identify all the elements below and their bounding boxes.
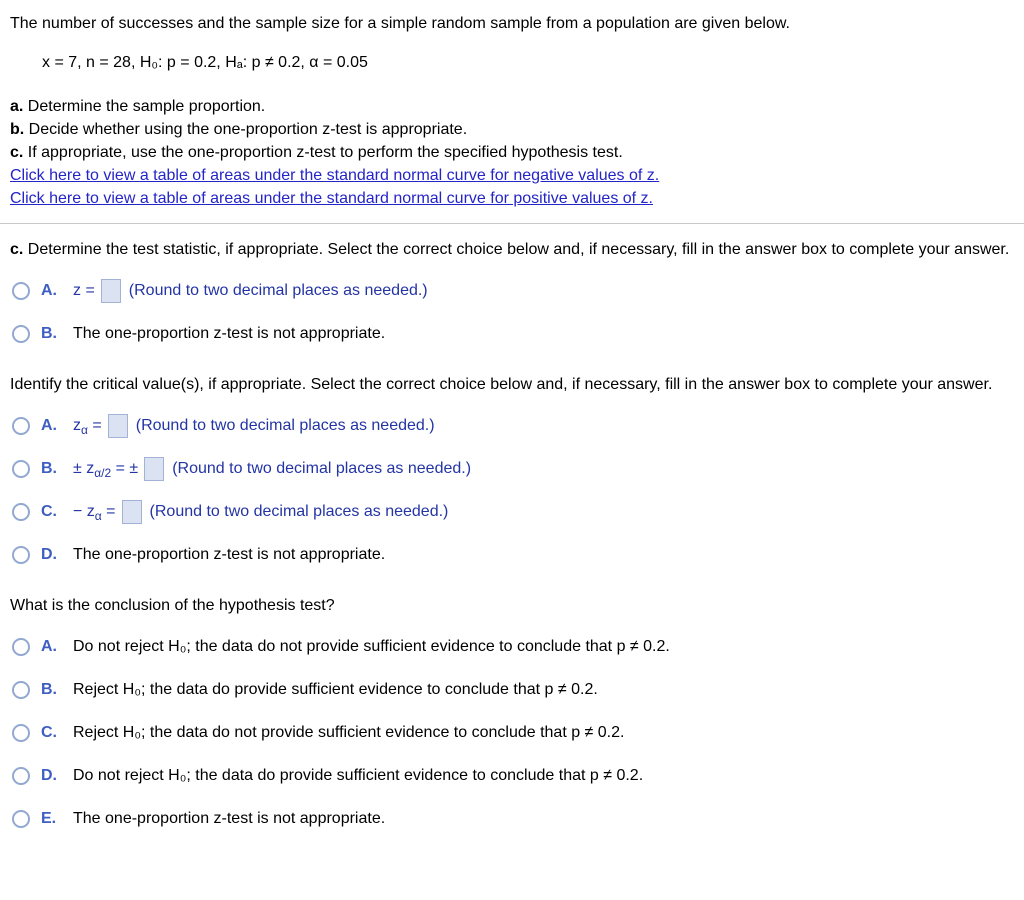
conclusion-prompt: What is the conclusion of the hypothesis test? [10, 597, 335, 614]
radio-conclusion-a[interactable] [12, 638, 30, 656]
expr-post: = [101, 503, 116, 520]
part-a [10, 95, 1014, 118]
answer-box-critical-b[interactable] [144, 457, 164, 481]
radio-conclusion-b[interactable] [12, 681, 30, 699]
critical-value-prompt: Identify the critical value(s), if appropriate. Select the correct choice below and, if necessary, fill in the answer box to complete your answer. [10, 376, 993, 393]
radio-conclusion-e[interactable] [12, 810, 30, 828]
expr-post: = ± [111, 460, 139, 477]
test-statistic-prompt [10, 238, 1014, 261]
radio-critical-a[interactable] [12, 417, 30, 435]
option-letter: A. [41, 638, 57, 655]
expr-post: = [87, 417, 102, 434]
part-b-label: b. [10, 121, 25, 138]
conclusion-option-d [10, 763, 1014, 789]
option-letter: A. [41, 417, 57, 434]
test-statistic-option-b [10, 321, 1014, 347]
expr-pre: ± z [73, 460, 95, 477]
round-note: (Round to two decimal places as needed.) [128, 282, 428, 299]
option-letter: D. [41, 546, 57, 563]
link-line-positive [10, 187, 1014, 210]
conclusion-option-c [10, 720, 1014, 746]
part-c [10, 141, 1014, 164]
part-b-text: Decide whether using the one-proportion z-test is appropriate. [28, 121, 468, 138]
conclusion-options [10, 634, 1014, 832]
option-text: The one-proportion z-test is not appropriate. [73, 810, 386, 827]
option-text: Do not reject H₀; the data do not provide sufficient evidence to conclude that p ≠ 0.2. [73, 638, 670, 655]
option-letter: B. [41, 325, 57, 342]
negative-z-table-link[interactable]: Click here to view a table of areas under the standard normal curve for negative values of z. [10, 167, 660, 184]
answer-box-critical-c[interactable] [122, 500, 142, 524]
option-letter: A. [41, 282, 57, 299]
part-c-label: c. [10, 144, 24, 161]
conclusion-option-a [10, 634, 1014, 660]
round-note: (Round to two decimal places as needed.) [149, 503, 449, 520]
problem-statement-block [0, 0, 1024, 210]
given-values: x = 7, n = 28, H₀: p = 0.2, Hₐ: p ≠ 0.2, α = 0.05 [42, 54, 368, 71]
critical-value-option-d [10, 542, 1014, 568]
round-note: (Round to two decimal places as needed.) [135, 417, 435, 434]
critical-value-option-a [10, 413, 1014, 439]
test-statistic-prompt-label: c. [10, 241, 24, 258]
option-letter: B. [41, 460, 57, 477]
test-statistic-option-a [10, 278, 1014, 304]
radio-critical-b[interactable] [12, 460, 30, 478]
radio-conclusion-c[interactable] [12, 724, 30, 742]
conclusion-option-e [10, 806, 1014, 832]
part-b [10, 118, 1014, 141]
critical-expression-b [73, 460, 139, 481]
section-divider [0, 223, 1024, 224]
option-text: Reject H₀; the data do provide sufficient evidence to conclude that p ≠ 0.2. [73, 681, 598, 698]
option-text: The one-proportion z-test is not appropriate. [73, 546, 386, 563]
expr-pre: − z [73, 503, 95, 520]
expr-subscript: α [94, 509, 102, 524]
radio-conclusion-d[interactable] [12, 767, 30, 785]
expr-subscript: α/2 [94, 466, 112, 481]
expr-pre: z [73, 417, 81, 434]
positive-z-table-link[interactable]: Click here to view a table of areas under the standard normal curve for positive values of z. [10, 190, 653, 207]
radio-test-statistic-b[interactable] [12, 325, 30, 343]
critical-value-option-b [10, 456, 1014, 482]
problem-parts [10, 95, 1014, 210]
round-note: (Round to two decimal places as needed.) [172, 460, 472, 477]
test-statistic-prompt-text: Determine the test statistic, if appropriate. Select the correct choice below and, if necessary, fill in the answer box to complete your answer. [27, 241, 1010, 258]
option-text: Do not reject H₀; the data do provide sufficient evidence to conclude that p ≠ 0.2. [73, 767, 644, 784]
option-letter: D. [41, 767, 57, 784]
option-letter: B. [41, 681, 57, 698]
option-letter: C. [41, 724, 57, 741]
test-statistic-options [10, 278, 1014, 347]
problem-intro: The number of successes and the sample size for a simple random sample from a population are given below. [10, 15, 790, 32]
part-c-text: If appropriate, use the one-proportion z-test to perform the specified hypothesis test. [27, 144, 623, 161]
answer-box-test-statistic[interactable] [101, 279, 121, 303]
critical-expression-a [73, 417, 102, 438]
link-line-negative [10, 164, 1014, 187]
option-text: The one-proportion z-test is not appropriate. [73, 325, 386, 342]
part-a-label: a. [10, 98, 24, 115]
radio-critical-c[interactable] [12, 503, 30, 521]
critical-value-options [10, 413, 1014, 568]
conclusion-option-b [10, 677, 1014, 703]
radio-critical-d[interactable] [12, 546, 30, 564]
radio-test-statistic-a[interactable] [12, 282, 30, 300]
critical-expression-c [73, 503, 116, 524]
part-a-text: Determine the sample proportion. [27, 98, 266, 115]
test-statistic-section [0, 238, 1024, 832]
critical-value-option-c [10, 499, 1014, 525]
z-expression: z = [73, 282, 95, 299]
option-letter: E. [41, 810, 57, 827]
option-text: Reject H₀; the data do not provide sufficient evidence to conclude that p ≠ 0.2. [73, 724, 625, 741]
answer-box-critical-a[interactable] [108, 414, 128, 438]
option-letter: C. [41, 503, 57, 520]
expr-subscript: α [81, 423, 88, 438]
